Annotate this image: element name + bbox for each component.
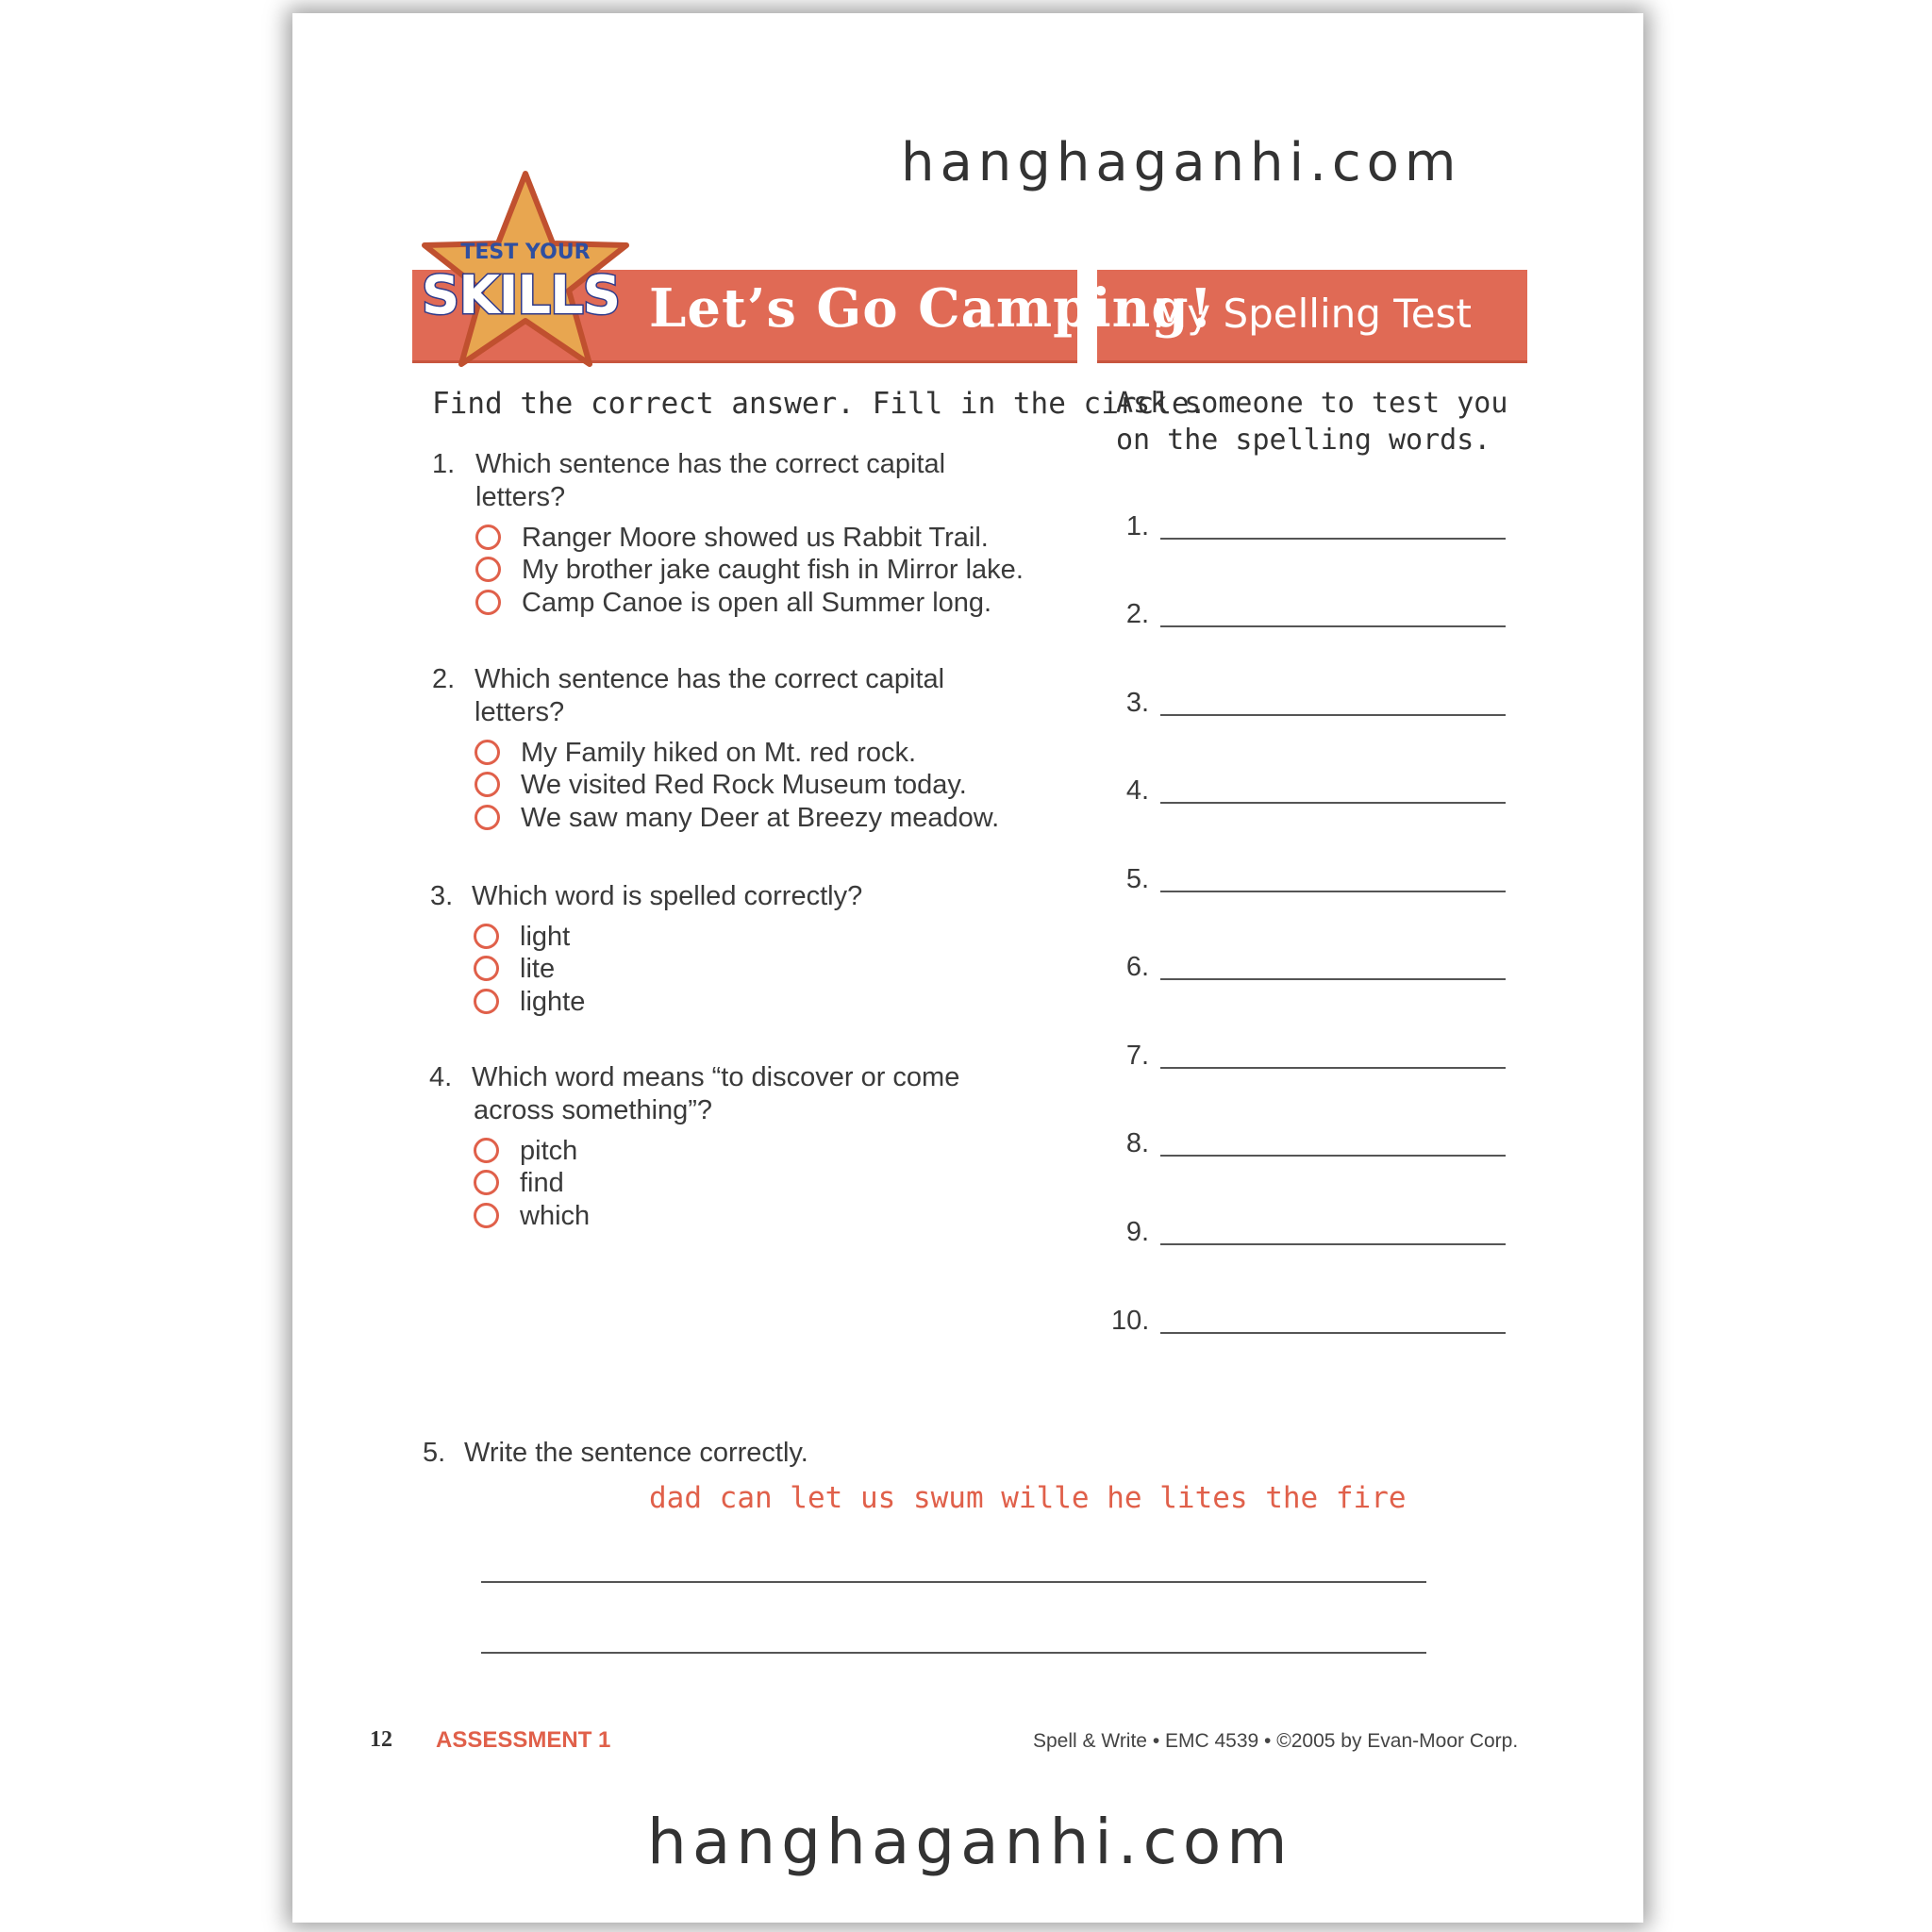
- radio-circle-icon[interactable]: [475, 772, 500, 797]
- question-text: Write the sentence correctly.: [464, 1438, 808, 1468]
- spelling-answer-line[interactable]: [1160, 538, 1506, 540]
- question-text: letters?: [475, 697, 565, 727]
- answer-option[interactable]: My Family hiked on Mt. red rock.: [475, 737, 916, 769]
- answer-option[interactable]: which: [474, 1200, 590, 1232]
- radio-circle-icon[interactable]: [474, 989, 499, 1014]
- spelling-answer-line[interactable]: [1160, 625, 1506, 627]
- instructions-left: Find the correct answer. Fill in the circle.: [432, 387, 1208, 421]
- answer-option[interactable]: find: [474, 1167, 564, 1199]
- spelling-answer-line[interactable]: [1160, 714, 1506, 716]
- radio-circle-icon[interactable]: [475, 525, 501, 550]
- spelling-number: 3.: [1125, 688, 1149, 718]
- question-number: 1.: [432, 449, 456, 479]
- spelling-number: 1.: [1125, 511, 1149, 541]
- instructions-right-line: Ask someone to test you: [1116, 387, 1508, 420]
- answer-option[interactable]: pitch: [474, 1135, 577, 1167]
- answer-option[interactable]: lighte: [474, 986, 585, 1018]
- watermark-bottom: hanghaganhi.com: [647, 1806, 1293, 1878]
- radio-circle-icon[interactable]: [474, 1203, 499, 1228]
- spelling-number: 10.: [1111, 1306, 1150, 1336]
- question-text: Which sentence has the correct capital: [475, 664, 945, 694]
- spelling-answer-line[interactable]: [1160, 1067, 1506, 1069]
- radio-circle-icon[interactable]: [474, 956, 499, 981]
- spelling-answer-line[interactable]: [1160, 978, 1506, 980]
- spelling-number: 9.: [1125, 1217, 1149, 1247]
- worksheet-title: Let’s Go Camping!: [649, 277, 1214, 340]
- answer-option[interactable]: light: [474, 921, 570, 953]
- radio-circle-icon[interactable]: [474, 924, 499, 949]
- test-your-skills-badge: [408, 170, 643, 377]
- radio-circle-icon[interactable]: [474, 1170, 499, 1195]
- question-text: Which word is spelled correctly?: [472, 881, 863, 911]
- answer-option[interactable]: My brother jake caught fish in Mirror lake.: [475, 554, 1024, 586]
- copyright-credit: Spell & Write • EMC 4539 • ©2005 by Evan-Moor Corp.: [1033, 1730, 1519, 1752]
- answer-option[interactable]: Ranger Moore showed us Rabbit Trail.: [475, 522, 989, 554]
- watermark-top: hanghaganhi.com: [901, 132, 1462, 193]
- section-label: ASSESSMENT 1: [436, 1727, 611, 1753]
- spelling-number: 7.: [1125, 1041, 1149, 1071]
- spelling-number: 4.: [1125, 775, 1149, 806]
- question-number: 3.: [430, 881, 454, 911]
- writing-line[interactable]: [481, 1581, 1426, 1583]
- question-number: 2.: [432, 664, 456, 694]
- question-number: 4.: [429, 1062, 453, 1092]
- spelling-number: 6.: [1125, 952, 1149, 982]
- radio-circle-icon[interactable]: [475, 805, 500, 830]
- instructions-right-line: on the spelling words.: [1116, 424, 1491, 457]
- radio-circle-icon[interactable]: [475, 590, 501, 615]
- writing-line[interactable]: [481, 1652, 1426, 1654]
- radio-circle-icon[interactable]: [475, 557, 501, 582]
- incorrect-sentence: dad can let us swum wille he lites the fire: [649, 1481, 1407, 1515]
- spelling-answer-line[interactable]: [1160, 1155, 1506, 1157]
- answer-option[interactable]: We saw many Deer at Breezy meadow.: [475, 802, 999, 834]
- radio-circle-icon[interactable]: [474, 1138, 499, 1163]
- spelling-number: 8.: [1125, 1128, 1149, 1158]
- question-text: letters?: [475, 482, 566, 512]
- spelling-number: 5.: [1125, 864, 1149, 894]
- answer-option[interactable]: We visited Red Rock Museum today.: [475, 769, 967, 801]
- question-text: Which word means “to discover or come: [472, 1062, 960, 1092]
- spelling-answer-line[interactable]: [1160, 891, 1506, 892]
- radio-circle-icon[interactable]: [475, 740, 500, 765]
- question-text: across something”?: [474, 1095, 713, 1125]
- spelling-answer-line[interactable]: [1160, 802, 1506, 804]
- answer-option[interactable]: lite: [474, 953, 555, 985]
- spelling-answer-line[interactable]: [1160, 1332, 1506, 1334]
- answer-option[interactable]: Camp Canoe is open all Summer long.: [475, 587, 991, 619]
- spelling-test-title: My Spelling Test: [1153, 291, 1472, 337]
- question-number: 5.: [423, 1438, 446, 1468]
- question-text: Which sentence has the correct capital: [475, 449, 946, 479]
- badge-top-text: TEST YOUR: [460, 241, 591, 264]
- page-number: 12: [370, 1727, 392, 1752]
- badge-main-text: SKILLS: [421, 265, 621, 326]
- spelling-answer-line[interactable]: [1160, 1243, 1506, 1245]
- spelling-number: 2.: [1125, 599, 1149, 629]
